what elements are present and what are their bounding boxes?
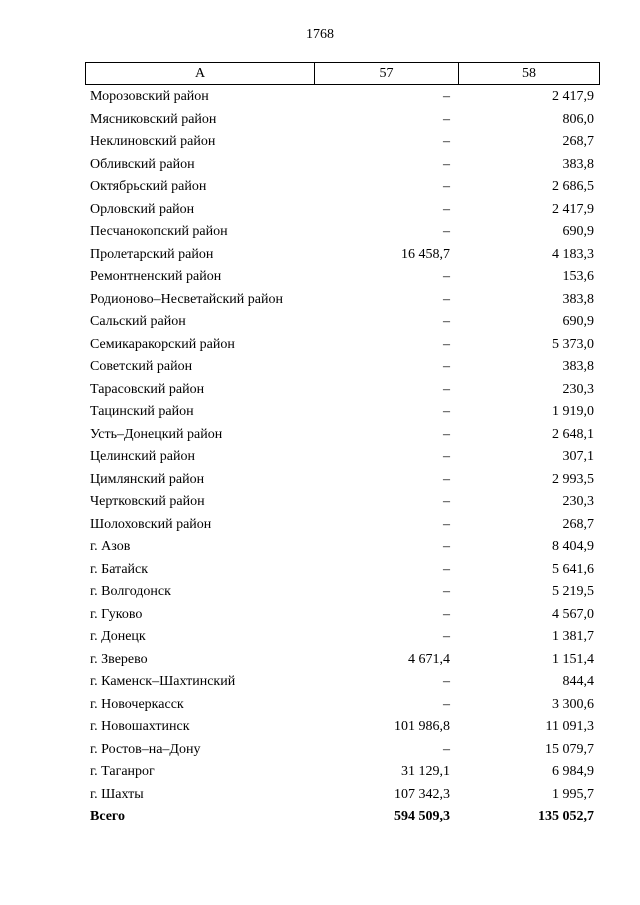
row-value-57-cell: – — [443, 291, 450, 307]
table-row — [85, 311, 600, 334]
row-name-cell: Целинский район — [90, 449, 195, 465]
row-name-cell: Семикаракорский район — [90, 336, 235, 352]
table-row — [85, 784, 600, 807]
row-value-58-cell: 5 373,0 — [552, 336, 594, 352]
row-value-58-cell: 844,4 — [562, 674, 594, 690]
row-value-57-cell: – — [443, 674, 450, 690]
table-row — [85, 401, 600, 424]
row-name-cell: Родионово–Несветайский район — [90, 291, 283, 307]
row-value-58-cell: 690,9 — [562, 314, 594, 330]
row-name-cell: Чертковский район — [90, 494, 205, 510]
table-row — [85, 626, 600, 649]
column-header-57: 57 — [315, 63, 459, 84]
row-value-57-cell: – — [443, 134, 450, 150]
row-name-cell: Шолоховский район — [90, 516, 212, 532]
table-row — [85, 559, 600, 582]
row-name-cell: Тарасовский район — [90, 381, 205, 397]
table-row — [85, 356, 600, 379]
row-name-cell: Мясниковский район — [90, 111, 217, 127]
row-value-58-cell: 3 300,6 — [552, 696, 594, 712]
row-value-58-cell: 383,8 — [562, 291, 594, 307]
row-name-cell: Неклиновский район — [90, 134, 216, 150]
row-value-57-cell: – — [443, 516, 450, 532]
row-value-58-cell: 383,8 — [562, 359, 594, 375]
row-value-57-cell: – — [443, 156, 450, 172]
row-name-cell: Песчанокопский район — [90, 224, 228, 240]
table-row — [85, 469, 600, 492]
table-row — [85, 379, 600, 402]
row-name-cell: Тацинский район — [90, 404, 194, 420]
row-value-58-cell: 1 919,0 — [552, 404, 594, 420]
table-row — [85, 739, 600, 762]
row-name-cell: г. Донецк — [90, 629, 146, 645]
table-row — [85, 221, 600, 244]
row-value-57-cell: – — [443, 269, 450, 285]
row-name-cell: г. Каменск–Шахтинский — [90, 674, 236, 690]
row-value-58-cell: 383,8 — [562, 156, 594, 172]
row-value-57-cell: – — [443, 539, 450, 555]
row-name-cell: Пролетарский район — [90, 246, 214, 262]
row-value-58-cell: 268,7 — [562, 516, 594, 532]
row-value-58-cell: 5 641,6 — [552, 561, 594, 577]
row-value-58-cell: 230,3 — [562, 381, 594, 397]
row-value-57-cell: – — [443, 696, 450, 712]
table-body — [85, 86, 600, 829]
row-value-57-cell: – — [443, 561, 450, 577]
row-value-57-cell: 107 342,3 — [394, 786, 450, 802]
row-value-57-cell: – — [443, 629, 450, 645]
row-name-cell: г. Новочеркасск — [90, 696, 184, 712]
row-value-57-cell: – — [443, 471, 450, 487]
table-header — [85, 62, 600, 85]
column-header-58: 58 — [522, 66, 536, 81]
row-name-cell: г. Батайск — [90, 561, 149, 577]
row-value-58-cell: 8 404,9 — [552, 539, 594, 555]
column-header-a: А — [86, 63, 315, 84]
table-row — [85, 694, 600, 717]
table-row — [85, 514, 600, 537]
table-row — [85, 604, 600, 627]
row-value-57-cell: 101 986,8 — [394, 719, 450, 735]
row-value-58-cell: 1 995,7 — [552, 786, 594, 802]
row-value-58-cell: 153,6 — [562, 269, 594, 285]
row-name-cell: г. Азов — [90, 539, 131, 555]
row-value-58-cell: 4 183,3 — [552, 246, 594, 262]
row-name-cell: Октябрьский район — [90, 179, 207, 195]
table-row — [85, 176, 600, 199]
row-value-58-cell: 2 417,9 — [552, 89, 594, 105]
row-value-57-cell: – — [443, 426, 450, 442]
row-name-cell: г. Зверево — [90, 651, 148, 667]
table-row — [85, 671, 600, 694]
row-name-cell: г. Таганрог — [90, 764, 155, 780]
row-value-57-cell: – — [443, 336, 450, 352]
total-label: Всего — [90, 809, 125, 825]
row-value-57-cell: – — [443, 314, 450, 330]
table-row — [85, 716, 600, 739]
row-name-cell: г. Гуково — [90, 606, 143, 622]
row-value-58-cell: 806,0 — [562, 111, 594, 127]
row-name-cell: г. Новошахтинск — [90, 719, 190, 735]
row-value-57-cell: – — [443, 449, 450, 465]
row-value-58-cell: 2 993,5 — [552, 471, 594, 487]
table-row — [85, 649, 600, 672]
row-value-57-cell: – — [443, 179, 450, 195]
row-name-cell: г. Шахты — [90, 786, 144, 802]
row-value-58-cell: 230,3 — [562, 494, 594, 510]
row-name-cell: г. Ростов–на–Дону — [90, 741, 201, 757]
table-row — [85, 86, 600, 109]
table-row — [85, 424, 600, 447]
row-value-58-cell: 6 984,9 — [552, 764, 594, 780]
row-name-cell: г. Волгодонск — [90, 584, 171, 600]
table-row — [85, 266, 600, 289]
row-value-57-cell: – — [443, 404, 450, 420]
table-row — [85, 446, 600, 469]
row-value-57-cell: 16 458,7 — [401, 246, 450, 262]
table-row — [85, 536, 600, 559]
row-value-57-cell: – — [443, 606, 450, 622]
row-value-58-cell: 15 079,7 — [545, 741, 594, 757]
row-value-58-cell: 1 151,4 — [552, 651, 594, 667]
row-name-cell: Ремонтненский район — [90, 269, 222, 285]
table-row — [85, 491, 600, 514]
table-row — [85, 154, 600, 177]
row-name-cell: Морозовский район — [90, 89, 209, 105]
table-row — [85, 199, 600, 222]
row-value-58-cell: 268,7 — [562, 134, 594, 150]
row-value-57-cell: – — [443, 111, 450, 127]
table-row — [85, 334, 600, 357]
page-number: 1768 — [306, 27, 334, 42]
row-name-cell: Советский район — [90, 359, 193, 375]
row-value-58-cell: 307,1 — [562, 449, 594, 465]
total-value-58: 135 052,7 — [538, 809, 594, 825]
row-value-57-cell: 4 671,4 — [408, 651, 450, 667]
row-value-58-cell: 2 648,1 — [552, 426, 594, 442]
row-value-58-cell: 690,9 — [562, 224, 594, 240]
row-name-cell: Усть–Донецкий район — [90, 426, 223, 442]
row-value-58-cell: 2 417,9 — [552, 201, 594, 217]
row-value-58-cell: 5 219,5 — [552, 584, 594, 600]
table-row — [85, 761, 600, 784]
table-row — [85, 131, 600, 154]
total-value-57: 594 509,3 — [394, 809, 450, 825]
row-value-57-cell: – — [443, 494, 450, 510]
table-row — [85, 109, 600, 132]
row-value-58-cell: 1 381,7 — [552, 629, 594, 645]
row-value-58-cell: 2 686,5 — [552, 179, 594, 195]
row-name-cell: Цимлянский район — [90, 471, 205, 487]
row-value-57-cell: – — [443, 224, 450, 240]
table-row — [85, 289, 600, 312]
table-row — [85, 244, 600, 267]
row-value-57-cell: – — [443, 201, 450, 217]
total-row — [85, 806, 600, 829]
row-value-58-cell: 11 091,3 — [545, 719, 594, 735]
row-value-57-cell: – — [443, 584, 450, 600]
table-row — [85, 581, 600, 604]
row-value-58-cell: 4 567,0 — [552, 606, 594, 622]
row-name-cell: Сальский район — [90, 314, 186, 330]
row-name-cell: Орловский район — [90, 201, 195, 217]
row-name-cell: Обливский район — [90, 156, 195, 172]
row-value-57-cell: 31 129,1 — [401, 764, 450, 780]
row-value-57-cell: – — [443, 381, 450, 397]
row-value-57-cell: – — [443, 741, 450, 757]
row-value-57-cell: – — [443, 359, 450, 375]
row-value-57-cell: – — [443, 89, 450, 105]
